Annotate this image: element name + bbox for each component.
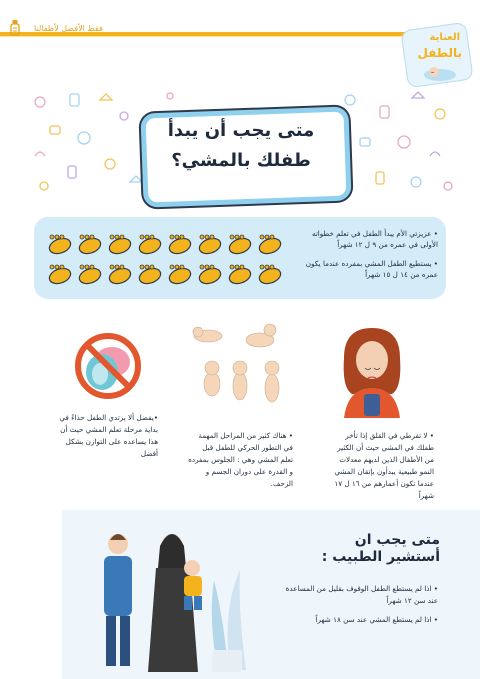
footprint-icon: [197, 235, 222, 256]
footprint-icon: [197, 265, 222, 286]
doctor-bullet-2: • اذا لم يستطع المشي عند سن ١٨ شهراً: [315, 615, 438, 624]
intro-bullet-1: • عزيزتي الأم يبدأ الطفل في تعلم خطواته الأولى في عمره من ٩ ل ١٢ شهراً: [311, 229, 438, 249]
footprint-icon: [227, 265, 252, 286]
footprint-icon: [137, 235, 162, 256]
footprint-icon: [167, 235, 192, 256]
footprint-icon: [77, 265, 102, 286]
footprint-icon: [167, 265, 192, 286]
sleeping-baby-icon: [420, 62, 460, 82]
intro-bullet-2: • يستطيع الطفل المشي بمفرده عندما يكون عمره من ١٤ ل ١٥ شهراً: [305, 259, 438, 279]
doctor-bullet-1: • اذا لم يستطع الطفل الوقوف بقليل من المساعدة عند سن ١٢ شهراً: [285, 584, 438, 605]
footprint-icon: [257, 265, 282, 286]
no-shoes-icon: [72, 330, 144, 402]
worried-girl-illustration: [330, 318, 412, 418]
doctor-section-title-line2: أستشير الطبيب :: [321, 549, 440, 565]
footprint-icon: [137, 265, 162, 286]
footprints-icon: [42, 228, 292, 290]
column-text-delay: • لا تقرطي في القلق إذا تأخر طفلك في المشي حيث أن الكثير من الأطفال الذين لديهم معدلات النمو طبيعية يبدأون بإتقان المشي عندما تكون أعمارهم من ١٦ ل ١٧ شهراً: [334, 431, 434, 500]
footprint-icon: [227, 235, 252, 256]
family-doctor-illustration: [80, 520, 260, 675]
column-text-stages: • هناك كثير من المراحل المهمة في التطور الحركي للطفل قبل تعلم المشي وهي : الجلوس بمفرده و القدرة على دوران الجسم و الزحف.: [188, 431, 293, 488]
footprint-icon: [47, 265, 72, 286]
badge-text-line1: العناية: [429, 32, 460, 43]
header-bar-highlight: [0, 36, 415, 37]
footprint-icon: [257, 235, 282, 256]
doctor-section-title-line1: متى يجب ان: [354, 532, 440, 548]
page-title-line2: طفلك بالمشي؟: [171, 150, 311, 171]
footprint-icon: [77, 235, 102, 256]
brand-slogan: فقط الأفضل لأطفالنا: [34, 24, 103, 33]
column-text-shoes: •يفضل ألا يرتدي الطفل حذاءً في بداية مرحلة تعلم المشي حيث أن هذا يساعده على التوازن بشكل أفضل: [59, 413, 158, 458]
page-title-line1: متى يجب أن يبدأ: [167, 120, 315, 141]
footprint-icon: [47, 235, 72, 256]
badge-text-line2: بالطفل: [417, 46, 462, 60]
footprint-icon: [107, 235, 132, 256]
bottle-icon: [8, 18, 22, 36]
footprint-icon: [107, 265, 132, 286]
babies-illustration: [190, 318, 290, 418]
